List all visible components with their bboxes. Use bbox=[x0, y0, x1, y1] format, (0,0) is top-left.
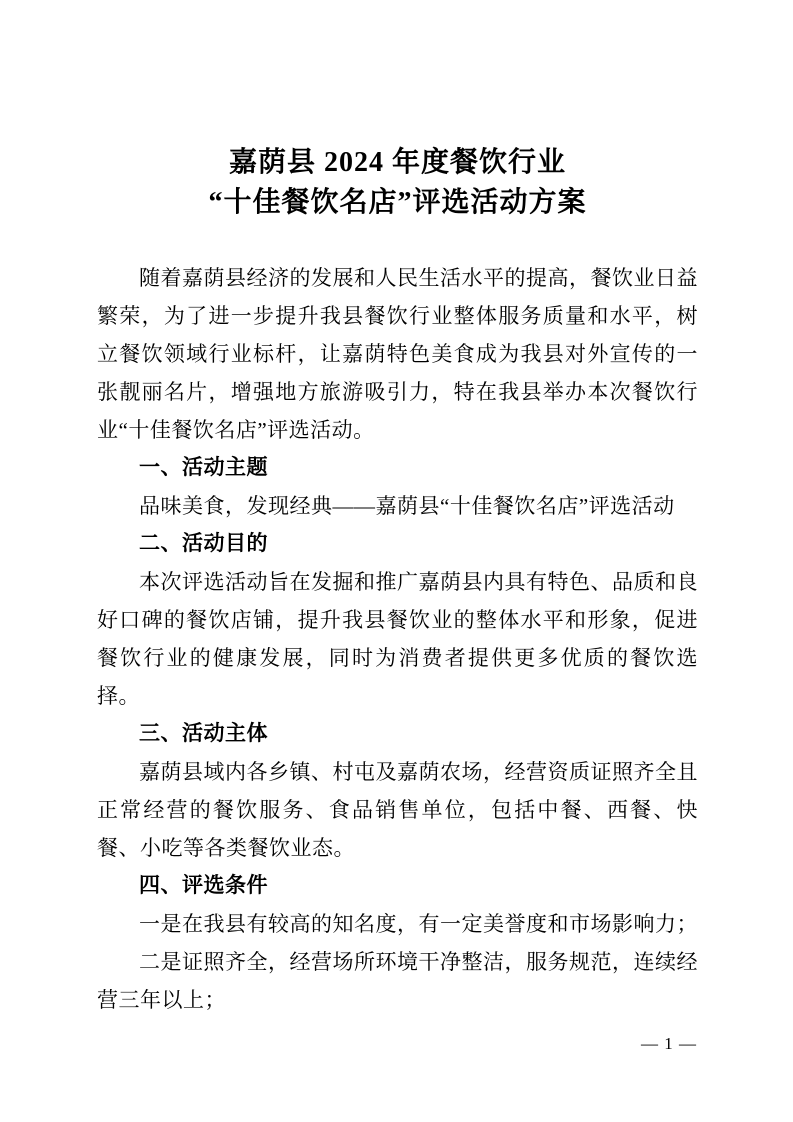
intro-paragraph: 随着嘉荫县经济的发展和人民生活水平的提高，餐饮业日益繁荣，为了进一步提升我县餐饮行业整体服务质量和水平，树立餐饮领域行业标杆，让嘉荫特色美食成为我县对外宣传的一张靓丽名片，增强地方旅游吸引力，特在我县举办本次餐饮行业“十佳餐饮名店”评选活动。 bbox=[97, 266, 698, 442]
document-title bbox=[97, 143, 698, 223]
section-paragraph-criteria-1: 一是在我县有较高的知名度，有一定美誉度和市场影响力； bbox=[139, 912, 698, 936]
section-heading-selection-criteria: 四、评选条件 bbox=[139, 874, 268, 897]
document-title-line-1: 嘉荫县 2024 年度餐饮行业 bbox=[228, 147, 566, 178]
section-heading-activity-subject: 三、活动主体 bbox=[139, 722, 268, 745]
section-paragraph-activity-theme: 品味美食，发现经典——嘉荫县“十佳餐饮名店”评选活动 bbox=[139, 494, 675, 518]
section-heading-activity-purpose: 二、活动目的 bbox=[139, 532, 268, 555]
section-heading-activity-theme: 一、活动主题 bbox=[139, 456, 268, 479]
document-title-line-2: “十佳餐饮名店”评选活动方案 bbox=[208, 187, 587, 218]
section-paragraph-criteria-2: 二是证照齐全，经营场所环境干净整洁，服务规范，连续经营三年以上； bbox=[97, 950, 698, 1012]
section-paragraph-activity-purpose: 本次评选活动旨在发掘和推广嘉荫县内具有特色、品质和良好口碑的餐饮店铺，提升我县餐饮业的整体水平和形象，促进餐饮行业的健康发展，同时为消费者提供更多优质的餐饮选择。 bbox=[97, 570, 698, 708]
section-paragraph-activity-subject: 嘉荫县域内各乡镇、村屯及嘉荫农场，经营资质证照齐全且正常经营的餐饮服务、食品销售单位，包括中餐、西餐、快餐、小吃等各类餐饮业态。 bbox=[97, 760, 698, 860]
page-number: — 1 — bbox=[641, 1034, 697, 1053]
document-content bbox=[97, 143, 698, 1019]
